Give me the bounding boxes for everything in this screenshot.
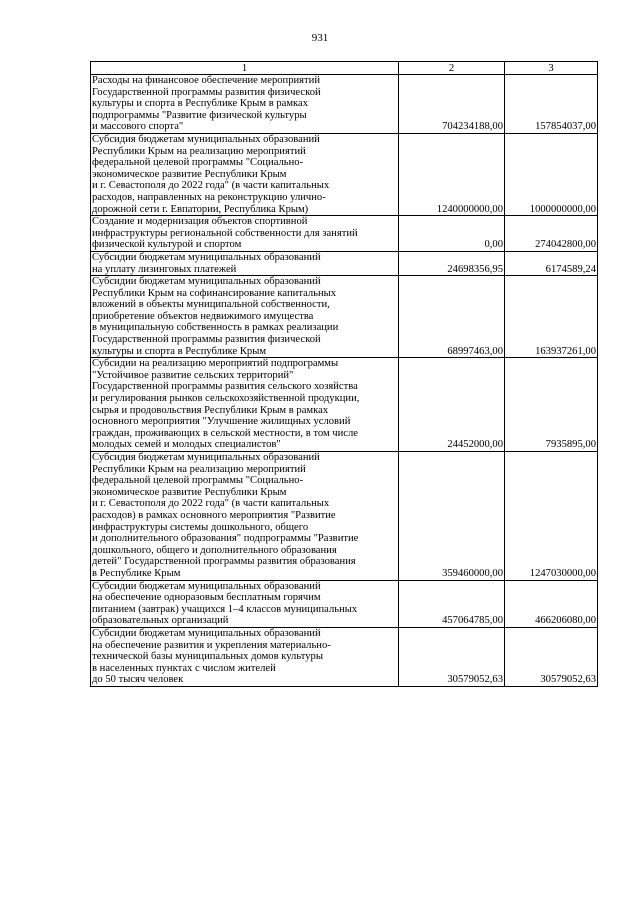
row-value-col2: 704234188,00 [399, 75, 505, 134]
page-number: 931 [311, 32, 329, 44]
row-description: Субсидия бюджетам муниципальных образований Республики Крым на реализацию мероприятий федеральной целевой программы "Социально- экономическое развитие Республики Крым и г. Севастополя до 2022 года" (в части капитальных расходов, направленных на реконструкцию улично- дорожной сети г. Евпатории, Республика Крым) [91, 133, 399, 215]
row-value-col2: 30579052,63 [399, 627, 505, 686]
row-description: Субсидии бюджетам муниципальных образований на обеспечение одноразовым бесплатным горячим питанием (завтрак) учащихся 1–4 классов муниципальных образовательных организаций [91, 580, 399, 627]
row-description: Создание и модернизация объектов спортивной инфраструктуры региональной собственности для занятий физической культурой и спортом [91, 216, 399, 252]
row-description: Субсидии бюджетам муниципальных образований Республики Крым на софинансирование капитальных вложений в объекты муниципальной собственности, приобретение объектов недвижимого имущества в муниципальную собственность в рамках реализации Государственной программы развития физической культуры и спорта в Республике Крым [91, 276, 399, 358]
row-value-col2: 457064785,00 [399, 580, 505, 627]
table-row [91, 358, 598, 452]
row-value-col2: 1240000000,00 [399, 133, 505, 215]
row-value-col2: 24698356,95 [399, 251, 505, 275]
table-row [91, 580, 598, 627]
row-value-col3: 7935895,00 [505, 358, 598, 452]
column-header-3: 3 [505, 62, 598, 75]
row-value-col3: 274042800,00 [505, 216, 598, 252]
table-header-row [91, 62, 598, 75]
table-row [91, 251, 598, 275]
row-description: Субсидии бюджетам муниципальных образований на обеспечение развития и укрепления материально- технической базы муниципальных домов культуры в населенных пунктах с числом жителей до 50 тысяч человек [91, 627, 399, 686]
row-value-col2: 0,00 [399, 216, 505, 252]
table-row [91, 216, 598, 252]
row-value-col3: 466206080,00 [505, 580, 598, 627]
row-value-col3: 6174589,24 [505, 251, 598, 275]
row-value-col2: 24452000,00 [399, 358, 505, 452]
column-header-1: 1 [91, 62, 399, 75]
row-value-col3: 163937261,00 [505, 276, 598, 358]
table-row [91, 133, 598, 215]
row-value-col3: 1247030000,00 [505, 452, 598, 581]
row-value-col3: 157854037,00 [505, 75, 598, 134]
row-value-col2: 359460000,00 [399, 452, 505, 581]
row-description: Субсидии бюджетам муниципальных образований на уплату лизинговых платежей [91, 251, 399, 275]
table-row [91, 452, 598, 581]
budget-table [90, 61, 598, 687]
row-value-col3: 30579052,63 [505, 627, 598, 686]
row-value-col2: 68997463,00 [399, 276, 505, 358]
table-row [91, 276, 598, 358]
table-row [91, 75, 598, 134]
table-row [91, 627, 598, 686]
row-description: Субсидии на реализацию мероприятий подпрограммы "Устойчивое развитие сельских территорий" Государственной программы развития сельского хозяйства и регулирования рынков сельскохозяйственной продукции, сырья и продовольствия Республики Крым в рамках основного мероприятия "Улучшение жилищных условий граждан, проживающих в сельской местности, в том числе молодых семей и молодых специалистов" [91, 358, 399, 452]
row-description: Расходы на финансовое обеспечение мероприятий Государственной программы развития физической культуры и спорта в Республике Крым в рамках подпрограммы "Развитие физической культуры и массового спорта" [91, 75, 399, 134]
row-value-col3: 1000000000,00 [505, 133, 598, 215]
row-description: Субсидия бюджетам муниципальных образований Республики Крым на реализацию мероприятий федеральной целевой программы "Социально- экономическое развитие Республики Крым и г. Севастополя до 2022 года" (в части капитальных расходов) в рамках основного мероприятия "Развитие инфраструктуры системы дошкольного, общего и дополнительного образования" подпрограммы "Развитие дошкольного, общего и дополнительного образования детей" Государственной программы развития образования в Республике Крым [91, 452, 399, 581]
column-header-2: 2 [399, 62, 505, 75]
